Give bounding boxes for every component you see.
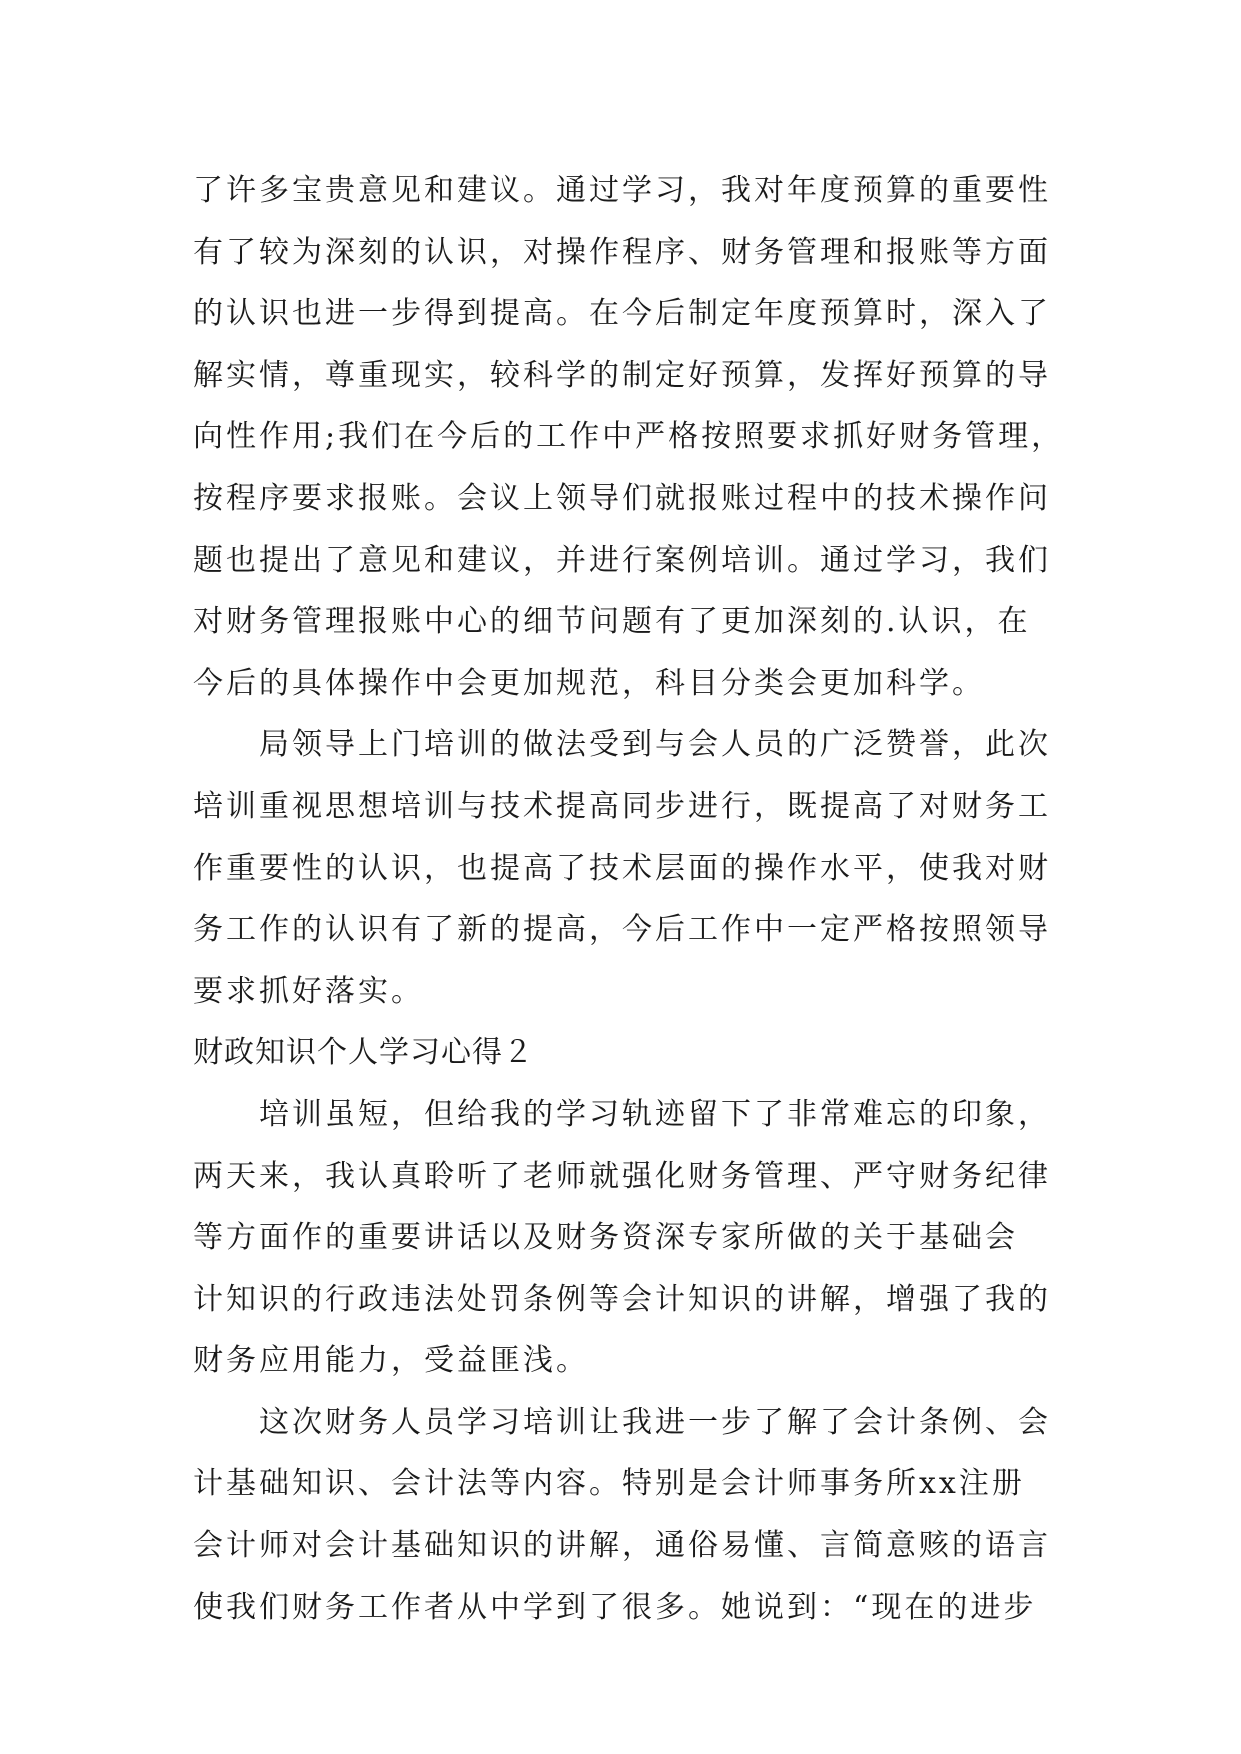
text-line: 今后的具体操作中会更加规范，科目分类会更加科学。 (193, 665, 985, 701)
text-line: 向性作用;我们在今后的工作中严格按照要求抓好财务管理， (193, 419, 1065, 455)
text-line: 要求抓好落实。 (193, 973, 424, 1009)
paragraph-3 (193, 1084, 1053, 1392)
text-line: 的认识也进一步得到提高。在今后制定年度预算时，深入了 (193, 296, 1051, 332)
text-line: 务工作的认识有了新的提高，今后工作中一定严格按照领导 (193, 912, 1051, 948)
text-line: 有了较为深刻的认识，对操作程序、财务管理和报账等方面 (193, 234, 1051, 270)
text-line: 培训重视思想培训与技术提高同步进行，既提高了对财务工 (193, 788, 1051, 824)
text-line: 按程序要求报账。会议上领导们就报账过程中的技术操作问 (193, 480, 1051, 516)
text-line: 了许多宝贵意见和建议。通过学习，我对年度预算的重要性 (193, 173, 1051, 208)
paragraph-2 (193, 714, 1053, 1022)
text-line: 作重要性的认识，也提高了技术层面的操作水平，使我对财 (193, 850, 1051, 886)
text-line: 对财务管理报账中心的细节问题有了更加深刻的.认识，在 (193, 604, 1031, 640)
text-line: 培训虽短，但给我的学习轨迹留下了非常难忘的印象， (259, 1096, 1051, 1132)
text-line: 局领导上门培训的做法受到与会人员的广泛赞誉，此次 (259, 727, 1051, 763)
text-line: 使我们财务工作者从中学到了很多。她说到：“现在的进步 (193, 1589, 1037, 1625)
text-line: 等方面作的重要讲话以及财务资深专家所做的关于基础会 (193, 1220, 1018, 1256)
text-line: 题也提出了意见和建议，并进行案例培训。通过学习，我们 (193, 542, 1051, 578)
text-line: 会计师对会计基础知识的讲解，通俗易懂、言简意赅的语言 (193, 1528, 1051, 1564)
text-line: 这次财务人员学习培训让我进一步了解了会计条例、会 (259, 1404, 1051, 1440)
text-line: 计知识的行政违法处罚条例等会计知识的讲解，增强了我的 (193, 1281, 1051, 1317)
section-heading: 财政知识个人学习心得２ (193, 1035, 534, 1071)
text-line: 财务应用能力，受益匪浅。 (193, 1343, 589, 1379)
paragraph-1 (193, 160, 1065, 714)
paragraph-4 (193, 1392, 1053, 1638)
text-line: 计基础知识、会计法等内容。特别是会计师事务所xx注册 (193, 1466, 1025, 1502)
text-line: 两天来，我认真聆听了老师就强化财务管理、严守财务纪律 (193, 1158, 1051, 1194)
document-body (193, 160, 1065, 1638)
text-line: 解实情，尊重现实，较科学的制定好预算，发挥好预算的导 (193, 357, 1051, 393)
